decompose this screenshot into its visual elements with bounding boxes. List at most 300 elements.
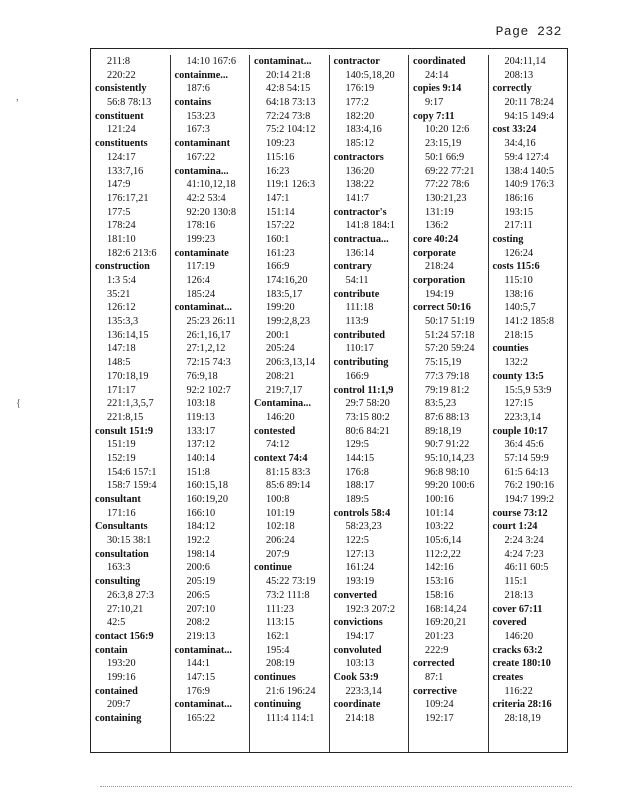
- index-term: costing: [492, 233, 524, 245]
- index-term: corrective: [413, 685, 457, 697]
- index-reference: 129:5: [345, 439, 369, 451]
- index-term: construction: [95, 261, 150, 273]
- index-reference: 182:20: [345, 110, 375, 122]
- index-reference: 147:15: [186, 671, 216, 683]
- index-term: continues: [254, 671, 296, 683]
- index-reference: 50:17 51:19: [425, 316, 475, 328]
- index-reference: 136:14,15: [107, 329, 149, 341]
- index-reference: 42:8 54:15: [266, 83, 311, 95]
- index-reference: 79:19 81:2: [425, 384, 470, 396]
- index-reference: 147:18: [107, 343, 136, 355]
- index-reference: 160:19,20: [186, 494, 228, 505]
- index-reference: 192:2: [186, 535, 210, 547]
- index-reference: 219:13: [186, 630, 216, 642]
- index-term: constituent: [95, 110, 144, 122]
- index-reference: 187:6: [186, 83, 210, 95]
- index-term: convoluted: [333, 644, 382, 656]
- index-reference: 221:1,3,5,7: [107, 398, 154, 410]
- index-reference: 54:11: [345, 275, 369, 286]
- index-reference: 161:24: [345, 562, 375, 574]
- index-reference: 26:1,16,17: [186, 329, 231, 341]
- index-reference: 136:14: [345, 247, 375, 259]
- index-reference: 207:10: [186, 603, 216, 615]
- index-term: contractua...: [333, 233, 389, 245]
- index-reference: 45:22 73:19: [266, 576, 316, 588]
- index-reference: 194:7 199:2: [504, 494, 554, 505]
- index-reference: 4:24 7:23: [504, 548, 544, 560]
- index-term: contractor: [333, 56, 380, 67]
- index-reference: 28:18,19: [504, 713, 541, 724]
- index-reference: 182:6 213:6: [107, 247, 157, 259]
- index-term: couple 10:17: [492, 425, 548, 437]
- index-reference: 112:2,22: [425, 548, 461, 560]
- index-term: court 1:24: [492, 521, 538, 533]
- index-reference: 140:14: [186, 452, 216, 464]
- index-term: contain: [95, 644, 128, 656]
- index-reference: 10:20 12:6: [425, 124, 470, 136]
- index-reference: 161:23: [266, 247, 295, 259]
- index-term: correct 50:16: [413, 302, 471, 314]
- index-reference: 113:15: [266, 617, 295, 629]
- index-reference: 208:13: [504, 69, 534, 81]
- index-reference: 2:24 3:24: [504, 535, 544, 547]
- index-reference: 141:7: [345, 192, 369, 204]
- index-reference: 194:19: [425, 288, 454, 300]
- index-term: control 11:1,9: [333, 384, 394, 396]
- index-term: consulting: [95, 576, 141, 588]
- index-reference: 102:18: [266, 521, 295, 533]
- index-reference: 57:20 59:24: [425, 343, 475, 355]
- index-reference: 9:17: [425, 97, 444, 109]
- index-reference: 23:15,19: [425, 138, 462, 150]
- index-reference: 137:12: [186, 439, 216, 451]
- index-reference: 166:10: [186, 507, 216, 519]
- index-reference: 57:14 59:9: [504, 452, 549, 464]
- index-column-5: [409, 55, 489, 752]
- index-reference: 124:17: [107, 151, 136, 163]
- index-reference: 105:6,14: [425, 535, 462, 547]
- index-reference: 119:1 126:3: [266, 179, 316, 191]
- index-reference: 103:22: [425, 521, 454, 533]
- index-reference: 127:13: [345, 548, 375, 560]
- index-reference: 222:9: [425, 644, 449, 656]
- index-reference: 25:23 26:11: [186, 316, 236, 328]
- index-reference: 166:9: [345, 370, 369, 382]
- index-term: creates: [492, 671, 524, 683]
- index-reference: 41:10,12,18: [186, 179, 236, 191]
- index-reference: 192:3 207:2: [345, 603, 395, 615]
- index-reference: 1:3 5:4: [107, 275, 136, 286]
- index-reference: 74:12: [266, 439, 290, 451]
- index-term: convictions: [333, 617, 383, 629]
- index-reference: 148:5: [107, 357, 131, 369]
- index-reference: 141:2 185:8: [504, 316, 554, 328]
- index-reference: 135:3,3: [107, 316, 139, 328]
- index-term: contaminat...: [174, 302, 232, 314]
- index-reference: 177:2: [345, 97, 369, 109]
- index-reference: 138:4 140:5: [504, 165, 554, 177]
- index-reference: 77:3 79:18: [425, 370, 470, 382]
- index-reference: 221:8,15: [107, 411, 144, 423]
- index-reference: 75:15,19: [425, 357, 462, 369]
- index-reference: 56:8 78:13: [107, 97, 152, 109]
- index-reference: 100:16: [425, 494, 454, 505]
- index-reference: 30:15 38:1: [107, 535, 152, 547]
- index-reference: 115:1: [504, 576, 528, 588]
- index-reference: 126:4: [186, 275, 210, 286]
- index-reference: 72:24 73:8: [266, 110, 311, 122]
- index-reference: 183:5,17: [266, 288, 303, 300]
- index-term: contractor's: [333, 206, 387, 218]
- index-reference: 195:4: [266, 644, 290, 656]
- index-term: corporate: [413, 247, 456, 259]
- index-reference: 35:21: [107, 288, 131, 300]
- index-reference: 140:5,7: [504, 302, 536, 314]
- index-reference: 154:6 157:1: [107, 466, 157, 478]
- index-term: contrary: [333, 261, 372, 273]
- index-reference: 157:22: [266, 220, 295, 232]
- page-number: Page 232: [495, 24, 562, 39]
- index-reference: 111:18: [345, 302, 374, 314]
- index-term: containing: [95, 713, 142, 724]
- index-reference: 126:24: [504, 247, 534, 259]
- index-reference: 184:12: [186, 521, 216, 533]
- index-reference: 167:3: [186, 124, 210, 136]
- index-reference: 218:13: [504, 589, 534, 601]
- index-term: contractors: [333, 151, 384, 163]
- index-reference: 158:7 159:4: [107, 480, 157, 492]
- index-reference: 178:24: [107, 220, 136, 232]
- index-reference: 46:11 60:5: [504, 562, 549, 574]
- index-reference: 58:23,23: [345, 521, 382, 533]
- index-reference: 20:11 78:24: [504, 97, 554, 109]
- index-reference: 94:15 149:4: [504, 110, 554, 122]
- index-term: course 73:12: [492, 507, 548, 519]
- index-reference: 152:19: [107, 452, 136, 464]
- index-reference: 205:19: [186, 576, 216, 588]
- index-reference: 133:7,16: [107, 165, 144, 177]
- index-reference: 176:8: [345, 466, 369, 478]
- index-term: continuing: [254, 699, 301, 711]
- index-reference: 208:21: [266, 370, 295, 382]
- index-reference: 217:11: [504, 220, 533, 232]
- index-reference: 207:9: [266, 548, 290, 560]
- index-reference: 109:24: [425, 699, 454, 711]
- index-reference: 115:10: [504, 275, 533, 286]
- index-reference: 101:19: [266, 507, 295, 519]
- index-reference: 51:24 57:18: [425, 329, 475, 341]
- index-reference: 189:5: [345, 494, 369, 505]
- index-reference: 151:14: [266, 206, 295, 218]
- index-reference: 160:15,18: [186, 480, 228, 492]
- index-reference: 116:22: [504, 685, 533, 697]
- index-reference: 138:16: [504, 288, 534, 300]
- footer-rule: [100, 786, 572, 787]
- index-reference: 185:12: [345, 138, 375, 150]
- index-reference: 130:21,23: [425, 192, 467, 204]
- index-term: contact 156:9: [95, 630, 154, 642]
- index-table: [90, 48, 568, 753]
- index-reference: 85:6 89:14: [266, 480, 311, 492]
- index-reference: 95:10,14,23: [425, 452, 475, 464]
- index-term: contaminat...: [254, 56, 312, 67]
- index-column-2: [171, 55, 251, 752]
- index-term: county 13:5: [492, 370, 544, 382]
- index-reference: 90:7 91:22: [425, 439, 470, 451]
- index-term: contributing: [333, 357, 389, 369]
- index-reference: 73:2 111:8: [266, 589, 310, 601]
- index-reference: 167:22: [186, 151, 216, 163]
- index-term: containme...: [174, 69, 228, 81]
- index-reference: 176:19: [345, 83, 375, 95]
- index-reference: 111:4 114:1: [266, 713, 315, 724]
- index-term: continue: [254, 562, 292, 574]
- index-term: contaminat...: [174, 644, 232, 656]
- index-term: consistently: [95, 83, 147, 95]
- index-reference: 110:17: [345, 343, 374, 355]
- index-reference: 209:7: [107, 699, 131, 711]
- index-reference: 132:2: [504, 357, 528, 369]
- index-reference: 103:18: [186, 398, 216, 410]
- index-reference: 138:22: [345, 179, 375, 191]
- index-reference: 119:13: [186, 411, 215, 423]
- index-reference: 220:22: [107, 69, 136, 81]
- index-reference: 168:14,24: [425, 603, 467, 615]
- index-column-6: [489, 55, 568, 752]
- index-reference: 29:7 58:20: [345, 398, 390, 410]
- index-term: cover 67:11: [492, 603, 543, 615]
- index-term: constituents: [95, 138, 148, 150]
- index-reference: 211:8: [107, 56, 131, 67]
- index-reference: 136:2: [425, 220, 449, 232]
- index-reference: 20:14 21:8: [266, 69, 311, 81]
- margin-mark: {: [16, 398, 21, 409]
- index-reference: 24:14: [425, 69, 449, 81]
- index-term: create 180:10: [492, 658, 551, 670]
- index-reference: 193:20: [107, 658, 136, 670]
- index-reference: 92:20 130:8: [186, 206, 236, 218]
- index-term: correctly: [492, 83, 532, 95]
- index-reference: 99:20 100:6: [425, 480, 475, 492]
- index-reference: 76:2 190:16: [504, 480, 554, 492]
- index-term: consult 151:9: [95, 425, 154, 437]
- index-reference: 111:23: [266, 603, 294, 615]
- index-reference: 188:17: [345, 480, 375, 492]
- index-reference: 199:20: [266, 302, 295, 314]
- index-reference: 204:11,14: [504, 56, 546, 67]
- index-reference: 218:15: [504, 329, 534, 341]
- index-reference: 201:23: [425, 630, 454, 642]
- index-reference: 181:10: [107, 233, 136, 245]
- index-term: coordinated: [413, 56, 466, 67]
- index-reference: 193:15: [504, 206, 534, 218]
- index-reference: 126:12: [107, 302, 136, 314]
- index-reference: 199:23: [186, 233, 216, 245]
- index-reference: 214:18: [345, 713, 375, 724]
- index-reference: 87:1: [425, 671, 444, 683]
- index-reference: 163:3: [107, 562, 131, 574]
- index-reference: 80:6 84:21: [345, 425, 390, 437]
- index-reference: 223:3,14: [504, 411, 541, 423]
- index-term: costs 115:6: [492, 261, 540, 273]
- index-term: corporation: [413, 275, 466, 286]
- index-term: contaminat...: [174, 699, 232, 711]
- index-reference: 87:6 88:13: [425, 411, 470, 423]
- index-reference: 193:19: [345, 576, 375, 588]
- index-column-3: [250, 55, 330, 752]
- index-reference: 194:17: [345, 630, 375, 642]
- index-reference: 147:1: [266, 192, 290, 204]
- index-reference: 176:9: [186, 685, 210, 697]
- index-reference: 177:5: [107, 206, 131, 218]
- index-reference: 208:2: [186, 617, 210, 629]
- index-reference: 89:18,19: [425, 425, 462, 437]
- index-columns: [91, 55, 567, 752]
- index-term: controls 58:4: [333, 507, 391, 519]
- index-term: corrected: [413, 658, 455, 670]
- index-term: copies 9:14: [413, 83, 462, 95]
- index-reference: 16:23: [266, 165, 290, 177]
- index-term: converted: [333, 589, 377, 601]
- index-reference: 186:16: [504, 192, 534, 204]
- index-column-1: [91, 55, 171, 752]
- index-term: Cook 53:9: [333, 671, 379, 683]
- index-reference: 153:23: [186, 110, 216, 122]
- index-reference: 208:19: [266, 658, 295, 670]
- index-reference: 158:16: [425, 589, 454, 601]
- index-reference: 171:16: [107, 507, 136, 519]
- index-reference: 146:20: [504, 630, 534, 642]
- index-reference: 199:16: [107, 671, 136, 683]
- index-reference: 76:9,18: [186, 370, 218, 382]
- index-reference: 77:22 78:6: [425, 179, 470, 191]
- index-reference: 122:5: [345, 535, 369, 547]
- index-reference: 206:5: [186, 589, 210, 601]
- index-reference: 151:19: [107, 439, 136, 451]
- index-reference: 14:10 167:6: [186, 56, 236, 67]
- index-reference: 141:8 184:1: [345, 220, 395, 232]
- index-reference: 144:15: [345, 452, 375, 464]
- margin-mark: ,: [16, 92, 19, 103]
- index-reference: 103:13: [345, 658, 375, 670]
- index-term: contains: [174, 97, 212, 109]
- index-term: contributed: [333, 329, 385, 341]
- index-reference: 69:22 77:21: [425, 165, 475, 177]
- index-reference: 174:16,20: [266, 275, 308, 286]
- index-reference: 96:8 98:10: [425, 466, 470, 478]
- index-reference: 64:18 73:13: [266, 97, 316, 109]
- index-reference: 147:9: [107, 179, 131, 191]
- index-term: cracks 63:2: [492, 644, 543, 656]
- index-reference: 178:16: [186, 220, 216, 232]
- index-term: Consultants: [95, 521, 148, 533]
- index-reference: 72:15 74:3: [186, 357, 231, 369]
- index-term: Contamina...: [254, 398, 311, 410]
- index-reference: 42:2 53:4: [186, 192, 226, 204]
- index-reference: 205:24: [266, 343, 295, 355]
- index-term: contaminant: [174, 138, 230, 150]
- index-reference: 206:3,13,14: [266, 357, 316, 369]
- index-term: contested: [254, 425, 296, 437]
- index-reference: 183:4,16: [345, 124, 382, 136]
- index-reference: 59:4 127:4: [504, 151, 549, 163]
- index-term: covered: [492, 617, 527, 629]
- index-reference: 198:14: [186, 548, 216, 560]
- index-reference: 133:17: [186, 425, 216, 437]
- index-reference: 162:1: [266, 630, 290, 642]
- index-reference: 218:24: [425, 261, 454, 273]
- index-reference: 75:2 104:12: [266, 124, 316, 136]
- index-term: consultant: [95, 494, 141, 505]
- index-reference: 109:23: [266, 138, 295, 150]
- index-reference: 153:16: [425, 576, 454, 588]
- index-term: contained: [95, 685, 138, 697]
- index-reference: 113:9: [345, 316, 369, 328]
- index-reference: 26:3,8 27:3: [107, 589, 154, 601]
- index-term: coordinate: [333, 699, 381, 711]
- index-reference: 50:1 66:9: [425, 151, 465, 163]
- index-term: consultation: [95, 548, 149, 560]
- index-reference: 136:20: [345, 165, 375, 177]
- index-reference: 100:8: [266, 494, 290, 505]
- index-reference: 166:9: [266, 261, 290, 273]
- index-reference: 115:16: [266, 151, 295, 163]
- index-term: context 74:4: [254, 452, 308, 464]
- index-term: counties: [492, 343, 529, 355]
- index-reference: 34:4,16: [504, 138, 536, 150]
- index-reference: 21:6 196:24: [266, 685, 316, 697]
- index-reference: 223:3,14: [345, 685, 382, 697]
- index-reference: 146:20: [266, 411, 295, 423]
- index-reference: 81:15 83:3: [266, 466, 311, 478]
- index-reference: 140:9 176:3: [504, 179, 554, 191]
- index-reference: 101:14: [425, 507, 454, 519]
- index-reference: 165:22: [186, 713, 216, 724]
- index-reference: 73:15 80:2: [345, 411, 390, 423]
- index-reference: 121:24: [107, 124, 136, 136]
- index-reference: 185:24: [186, 288, 216, 300]
- index-reference: 200:6: [186, 562, 210, 574]
- index-column-4: [330, 55, 410, 752]
- index-reference: 36:4 45:6: [504, 439, 544, 451]
- index-reference: 140:5,18,20: [345, 69, 395, 81]
- index-reference: 200:1: [266, 329, 290, 341]
- index-reference: 171:17: [107, 384, 136, 396]
- index-term: contamina...: [174, 165, 229, 177]
- index-reference: 142:16: [425, 562, 454, 574]
- index-term: criteria 28:16: [492, 699, 552, 711]
- index-reference: 170:18,19: [107, 370, 149, 382]
- index-term: copy 7:11: [413, 110, 455, 122]
- index-reference: 117:19: [186, 261, 215, 273]
- index-reference: 131:19: [425, 206, 454, 218]
- index-reference: 83:5,23: [425, 398, 457, 410]
- index-reference: 92:2 102:7: [186, 384, 231, 396]
- index-reference: 176:17,21: [107, 192, 149, 204]
- index-reference: 206:24: [266, 535, 295, 547]
- index-reference: 219:7,17: [266, 384, 303, 396]
- index-term: contribute: [333, 288, 380, 300]
- index-reference: 192:17: [425, 713, 454, 724]
- index-reference: 27:1,2,12: [186, 343, 226, 355]
- index-reference: 15:5,9 53:9: [504, 384, 552, 396]
- index-term: contaminate: [174, 247, 229, 259]
- index-reference: 199:2,8,23: [266, 316, 311, 328]
- index-reference: 169:20,21: [425, 617, 467, 629]
- index-reference: 127:15: [504, 398, 534, 410]
- index-reference: 61:5 64:13: [504, 466, 549, 478]
- index-reference: 27:10,21: [107, 603, 144, 615]
